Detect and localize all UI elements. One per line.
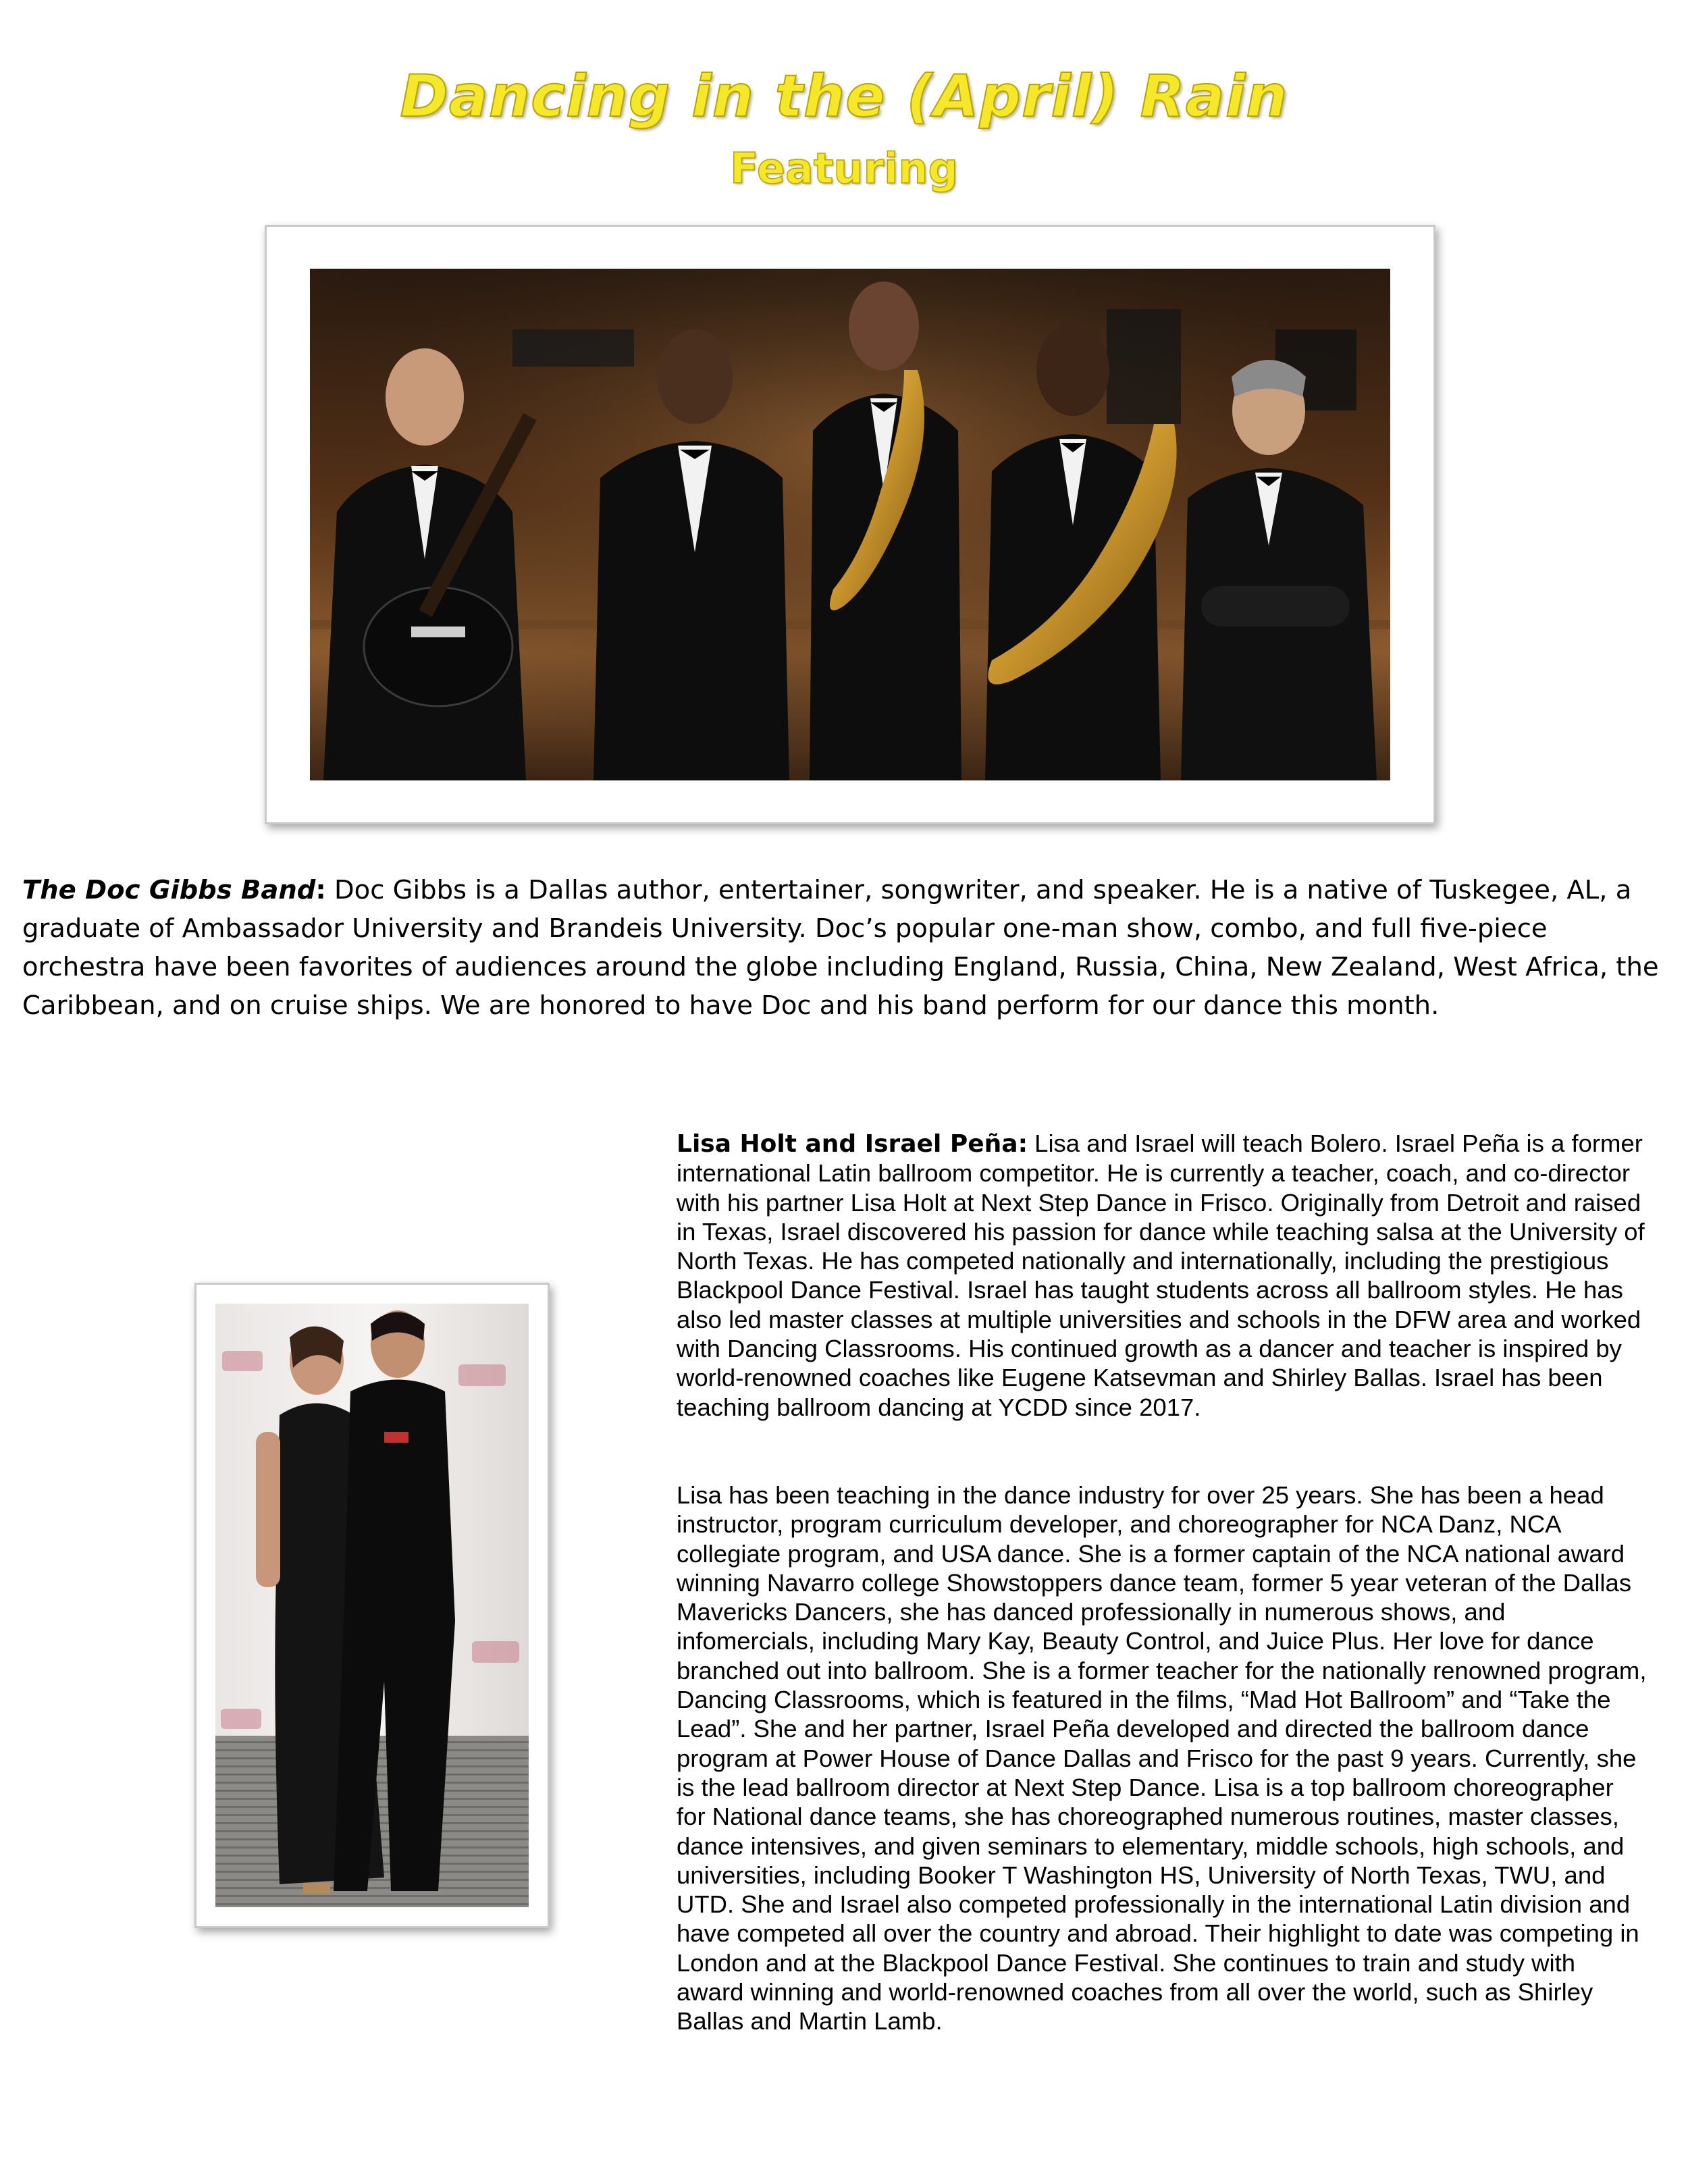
page-subtitle: Featuring [730, 144, 958, 193]
band-name-colon: : [315, 875, 326, 905]
band-description [22, 871, 1670, 1025]
band-photo-frame [265, 225, 1435, 824]
couple-photo-frame [194, 1283, 550, 1928]
band-description-text: Doc Gibbs is a Dallas author, entertainer, songwriter, and speaker. He is a native of Tuskegee, AL, a graduate of Ambassador University and Brandeis University. Doc’s popular one-man show, combo, and full five-piece orchestra have been favorites of audiences around the globe including England, Russia, China, New Zealand, West Africa, the Caribbean, and on cruise ships. We are honored to have Doc and his band perform for our dance this month. [22, 875, 1659, 1021]
band-photo [310, 269, 1390, 780]
dancer-israel [334, 1310, 455, 1891]
instructor-bio-1 [677, 1129, 1649, 1422]
band-name: The Doc Gibbs Band [22, 875, 316, 905]
instructor-names: Lisa Holt and Israel Peña: [677, 1130, 1028, 1158]
instructor-bio-2: Lisa has been teaching in the dance industry for over 25 years. She has been a head instructor, program curriculum developer, and choreographer for NCA Danz, NCA collegiate program, and USA dance. She is a former captain of the NCA national award winning Navarro college Showstoppers dance team, former 5 year veteran of the Dallas Mavericks Dancers, she has danced professionally in numerous shows, and infomercials, including Mary Kay, Beauty Control, and Juice Plus. Her love for dance branched out into ballroom. She is a former teacher for the nationally renowned program, Dancing Classrooms, which is featured in the films, “Mad Hot Ballroom” and “Take the Lead”. She and her partner, Israel Peña developed and directed the ballroom dance program at Power House of Dance Dallas and Frisco for the past 9 years. Currently, she is the lead ballroom director at Next Step Dance. Lisa is a top ballroom choreographer for National dance teams, she has choreographed numerous routines, master classes, dance intensives, and given seminars to elementary, middle schools, high schools, and universities, including Booker T Washington HS, University of North Texas, TWU, and UTD. She and Israel also competed professionally in the international Latin division and have competed all over the country and abroad. Their highlight to date was competing in London and at the Blackpool Dance Festival. She continues to train and study with award winning and world-renowned coaches from all over the world, such as Shirley Ballas and Martin Lamb. [677, 1481, 1647, 2035]
page-title: Dancing in the (April) Rain [400, 63, 1288, 130]
instructor-bio-1-text: Lisa and Israel will teach Bolero. Israel Peña is a former international Latin ballroom competitor. He is currently a teacher, coach, and co-director with his partner Lisa Holt at Next Step Dance in Frisco. Originally from Detroit and raised in Texas, Israel discovered his passion for dance while teaching salsa at the University of North Texas. He has competed nationally and internationally, including the prestigious Blackpool Dance Festival. Israel has taught students across all ballroom styles. He has also led master classes at multiple universities and schools in the DFW area and worked with Dancing Classrooms. His continued growth as a dancer and teacher is inspired by world-renowned coaches like Eugene Katsevman and Shirley Ballas. Israel has been teaching ballroom dancing at YCDD since 2017. [677, 1129, 1645, 1421]
couple-photo [215, 1304, 529, 1907]
